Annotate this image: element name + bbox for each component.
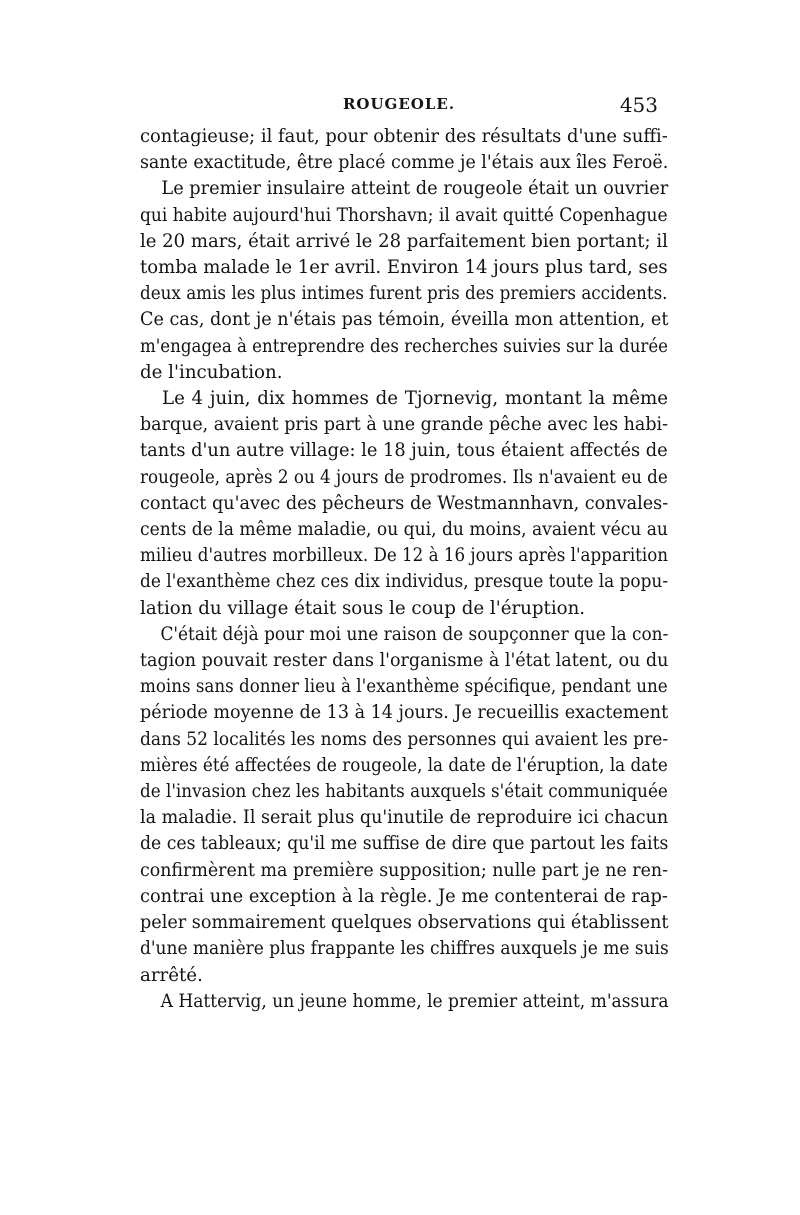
text-line: contagieuse; il faut, pour obtenir des résultats d'une suffi- — [140, 126, 668, 147]
text-line: période moyenne de 13 à 14 jours. Je recueillis exactement — [140, 702, 669, 724]
text-line: Ce cas, dont je n'étais pas témoin, éveilla mon attention, et — [140, 309, 669, 331]
text-line: la maladie. Il serait plus qu'inutile de reproduire ici chacun — [140, 807, 669, 829]
text-line: de ces tableaux; qu'il me suffise de dire que partout les faits — [140, 833, 669, 855]
text-line: sante exactitude, être placé comme je l'étais aux îles Feroë. — [140, 152, 669, 174]
text-line: Le 4 juin, dix hommes de Tjornevig, montant la même — [162, 388, 668, 410]
text-line: milieu d'autres morbilleux. De 12 à 16 jours après l'apparition — [140, 545, 669, 567]
text-line: de l'exanthème chez ces dix individus, presque toute la popu- — [140, 571, 669, 593]
body-text — [140, 124, 668, 1015]
paragraph — [140, 989, 668, 1015]
text-line: d'une manière plus frappante les chiffres auxquels je me suis — [140, 938, 669, 960]
text-line: m'engagea à entreprendre des recherches suivies sur la durée — [140, 335, 668, 357]
text-line: dans 52 localités les noms des personnes qui avaient les pre- — [140, 728, 669, 750]
page-header — [140, 95, 658, 119]
text-line: A Hattervig, un jeune homme, le premier atteint, m'assura — [160, 990, 669, 1012]
text-line: cents de la même maladie, ou qui, du moins, avaient vécu au — [140, 519, 668, 541]
page-number: 453 — [619, 93, 658, 117]
text-line: contact qu'avec des pêcheurs de Westmannhavn, convales- — [140, 492, 669, 514]
paragraph — [140, 124, 668, 176]
paragraph — [140, 622, 668, 989]
text-line: de l'invasion chez les habitants auxquels s'était communiquée — [140, 781, 668, 803]
text-line: tagion pouvait rester dans l'organisme à l'état latent, ou du — [140, 650, 669, 672]
text-line: tomba malade le 1er avril. Environ 14 jours plus tard, ses — [140, 257, 668, 279]
text-line: moins sans donner lieu à l'exanthème spécifique, pendant une — [140, 676, 668, 698]
text-line: tants d'un autre village: le 18 juin, tous étaient affectés de — [140, 440, 668, 462]
text-line: lation du village était sous le coup de l'éruption. — [140, 597, 586, 619]
text-line: mières été affectées de rougeole, la date de l'éruption, la date — [140, 754, 668, 776]
text-line: contrai une exception à la règle. Je me contenterai de rap- — [140, 885, 668, 907]
text-line: qui habite aujourd'hui Thorshavn; il avait quitté Copenhague — [140, 204, 668, 226]
text-line: peler sommairement quelques observations qui établissent — [140, 912, 669, 934]
text-line: arrêté. — [140, 964, 203, 986]
text-line: Le premier insulaire atteint de rougeole était un ouvrier — [161, 178, 669, 200]
running-title: ROUGEOLE. — [342, 95, 456, 113]
paragraph — [140, 176, 668, 386]
text-line: deux amis les plus intimes furent pris des premiers accidents. — [140, 283, 668, 305]
text-line: confirmèrent ma première supposition; nulle part je ne ren- — [140, 859, 669, 881]
text-line: rougeole, après 2 ou 4 jours de prodromes. Ils n'avaient eu de — [140, 466, 668, 488]
paragraph — [140, 386, 668, 622]
text-line: le 20 mars, était arrivé le 28 parfaitement bien portant; il — [140, 230, 668, 252]
text-line: barque, avaient pris part à une grande pêche avec les habi- — [140, 414, 668, 436]
text-line: de l'incubation. — [140, 361, 283, 383]
text-line: C'était déjà pour moi une raison de soupçonner que la con- — [160, 623, 669, 645]
